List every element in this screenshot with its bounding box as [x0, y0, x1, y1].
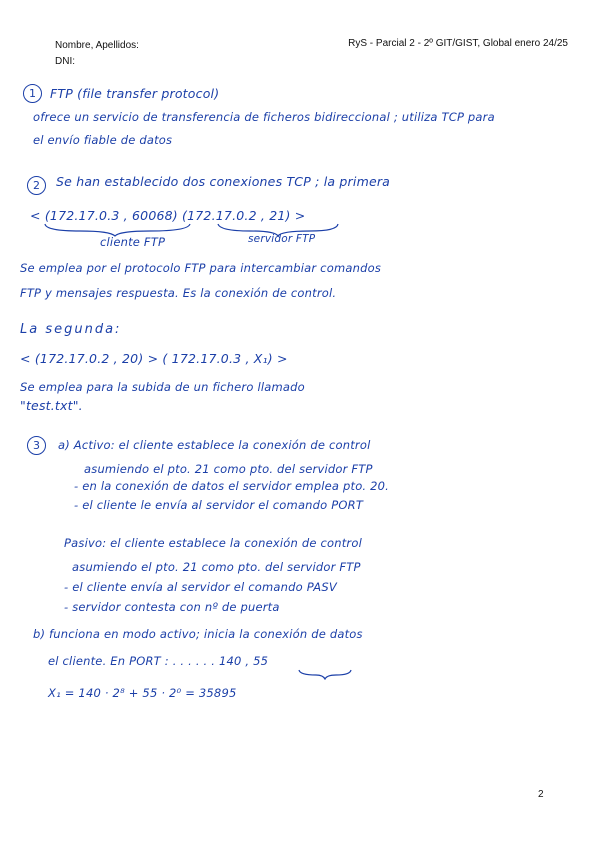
- q2-second-connection: < (172.17.0.2 , 20) > ( 172.17.0.3 , X₁) >: [20, 351, 288, 366]
- name-label: Nombre, Apellidos:: [55, 40, 139, 51]
- exam-title: RyS - Parcial 2 - 2º GIT/GIST, Global enero 24/25: [348, 38, 568, 49]
- client-label: cliente FTP: [100, 235, 166, 249]
- q1-title: FTP (file transfer protocol): [50, 86, 220, 101]
- q2-intro: Se han establecido dos conexiones TCP ; la primera: [56, 174, 391, 189]
- q3-passive-line-2: asumiendo el pto. 21 como pto. del servidor FTP: [72, 560, 361, 574]
- q3-passive-line-3: - el cliente envía al servidor el comando PASV: [64, 580, 337, 594]
- port-formula: X₁ = 140 · 2⁸ + 55 · 2⁰ = 35895: [48, 686, 237, 700]
- server-label: servidor FTP: [248, 233, 316, 245]
- page-number: 2: [538, 789, 544, 800]
- q1-line-2: el envío fiable de datos: [33, 133, 173, 147]
- q2-second-desc-1: Se emplea para la subida de un fichero llamado: [20, 380, 305, 394]
- q3-passive-line-4: - servidor contesta con nº de puerta: [64, 600, 280, 614]
- q2-first-desc-1: Se emplea por el protocolo FTP para intercambiar comandos: [20, 261, 382, 275]
- q3-a-line-2: asumiendo el pto. 21 como pto. del servidor FTP: [84, 462, 373, 476]
- q3-a-line-4: - el cliente le envía al servidor el comando PORT: [74, 498, 364, 512]
- question-number-3: 3: [27, 436, 46, 455]
- q2-first-desc-2: FTP y mensajes respuesta. Es la conexión de control.: [20, 286, 337, 300]
- port-brace: [296, 668, 356, 680]
- question-number-1: 1: [23, 84, 42, 103]
- q3-b-line-2: el cliente. En PORT : . . . . . . 140 , 55: [48, 654, 269, 668]
- dni-label: DNI:: [55, 56, 75, 67]
- q3-b-line-1: b) funciona en modo activo; inicia la conexión de datos: [33, 627, 363, 641]
- q3-passive-line-1: Pasivo: el cliente establece la conexión de control: [64, 536, 362, 550]
- q2-first-connection: < (172.17.0.3 , 60068) (172.17.0.2 , 21) >: [30, 208, 306, 223]
- q3-a-line-1: a) Activo: el cliente establece la conexión de control: [58, 438, 371, 452]
- q2-second-desc-2: "test.txt".: [20, 398, 83, 413]
- q2-second-title: La segunda:: [20, 322, 122, 337]
- question-number-2: 2: [27, 176, 46, 195]
- q1-line-1: ofrece un servicio de transferencia de ficheros bidireccional ; utiliza TCP para: [33, 110, 495, 124]
- q3-a-line-3: - en la conexión de datos el servidor emplea pto. 20.: [74, 479, 390, 493]
- student-info-header: [55, 38, 139, 70]
